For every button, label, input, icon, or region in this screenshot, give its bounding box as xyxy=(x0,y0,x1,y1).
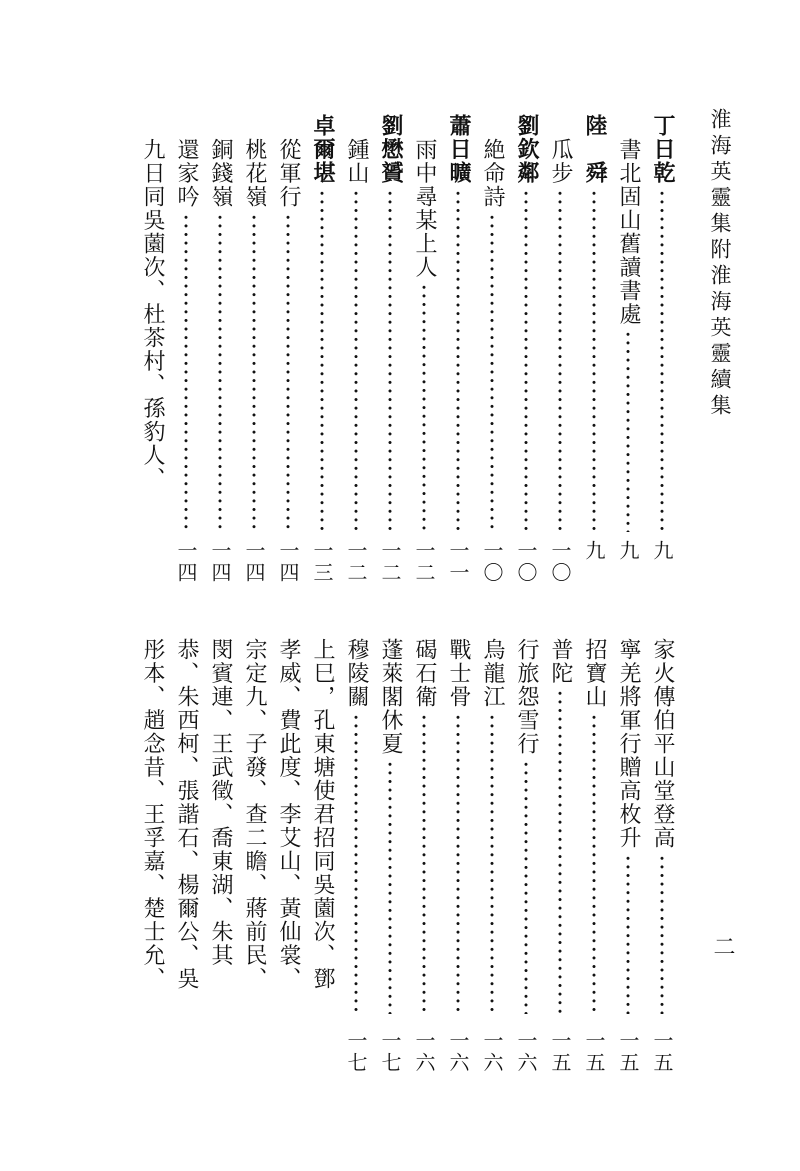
dot-leader xyxy=(582,189,606,533)
toc-poem-entry xyxy=(174,138,198,532)
dot-leader xyxy=(344,713,368,1015)
dot-leader xyxy=(616,854,640,1015)
entry-page-number: 一四 xyxy=(174,540,198,584)
toc-poem-entry xyxy=(378,638,402,1014)
toc-poem-entry xyxy=(548,138,572,532)
poem-title: 九日同吳薗次、杜茶村、孫豹人、 xyxy=(140,138,165,491)
author-name: 丁日乾 xyxy=(650,114,675,185)
toc-poem-entry xyxy=(208,638,232,1014)
entry-page-number: 一二 xyxy=(412,540,436,584)
dot-leader xyxy=(650,189,674,533)
toc-poem-entry xyxy=(514,638,538,1014)
dot-leader xyxy=(514,760,538,1015)
poem-title: 從軍行 xyxy=(276,138,301,209)
poem-title: 穆陵關 xyxy=(344,638,369,709)
poem-title: 閔賓連、王武徵、喬東湖、朱其 xyxy=(208,638,233,967)
author-name: 劉懋贇 xyxy=(378,114,403,185)
dot-leader xyxy=(412,283,436,532)
poem-title: 家火傳伯平山堂登高 xyxy=(650,638,675,850)
dot-leader xyxy=(344,189,368,532)
entry-page-number: 一五 xyxy=(582,1030,606,1074)
entry-page-number: 一五 xyxy=(616,1030,640,1074)
poem-title: 蓬萊閣休夏 xyxy=(378,638,403,756)
entry-page-number: 一七 xyxy=(344,1030,368,1074)
toc-poem-entry xyxy=(616,638,640,1014)
entry-page-number: 一四 xyxy=(242,540,266,584)
entry-page-number: 一〇 xyxy=(480,540,504,584)
poem-title: 瓜步 xyxy=(548,138,573,185)
poem-title: 普陀 xyxy=(548,638,573,685)
author-name: 蕭日曠 xyxy=(446,114,471,185)
toc-author-entry xyxy=(310,114,334,532)
entry-page-number: 九 xyxy=(582,540,606,562)
toc-poem-entry xyxy=(548,638,572,1014)
author-name: 陸 舜 xyxy=(582,114,607,185)
dot-leader xyxy=(412,713,436,1015)
poem-title: 還家吟 xyxy=(174,138,199,209)
entry-page-number: 一〇 xyxy=(548,540,572,584)
poem-title: 上巳，孔東塘使君招同吳薗次、鄧 xyxy=(310,638,335,991)
entry-page-number: 一一 xyxy=(446,540,470,584)
entry-page-number: 一二 xyxy=(378,540,402,584)
poem-title: 碣石衛 xyxy=(412,638,437,709)
poem-title: 鍾山 xyxy=(344,138,369,185)
entry-page-number: 一六 xyxy=(480,1030,504,1074)
dot-leader xyxy=(378,189,402,533)
poem-title: 恭、朱西柯、張諧石、楊爾公、吳 xyxy=(174,638,199,991)
page-number: 二 xyxy=(710,935,735,957)
poem-title: 寧羌將軍行贈高枚升 xyxy=(616,638,641,850)
dot-leader xyxy=(616,330,640,532)
entry-page-number: 一五 xyxy=(548,1030,572,1074)
dot-leader xyxy=(446,713,470,1015)
poem-title: 銅錢嶺 xyxy=(208,138,233,209)
dot-leader xyxy=(174,213,198,533)
toc-poem-entry xyxy=(242,138,266,532)
dot-leader xyxy=(480,213,504,533)
author-name: 劉欽鄰 xyxy=(514,114,539,185)
poem-title: 雨中尋某上人 xyxy=(412,138,437,279)
poem-title: 行旅怨雪行 xyxy=(514,638,539,756)
dot-leader xyxy=(480,713,504,1015)
poem-title: 彤本、趙念昔、王孚嘉、楚士允、 xyxy=(140,638,165,991)
dot-leader xyxy=(378,760,402,1015)
toc-poem-entry xyxy=(412,638,436,1014)
entry-page-number: 一四 xyxy=(208,540,232,584)
poem-title: 書北固山舊讀書處 xyxy=(616,138,641,326)
toc-poem-entry xyxy=(140,138,164,532)
entry-page-number: 一三 xyxy=(310,540,334,584)
toc-poem-entry xyxy=(446,638,470,1014)
toc-poem-entry xyxy=(140,638,164,1014)
author-name: 卓爾堪 xyxy=(310,114,335,185)
dot-leader xyxy=(650,854,674,1015)
toc-poem-entry xyxy=(480,138,504,532)
toc-author-entry xyxy=(378,114,402,532)
toc-poem-entry xyxy=(650,638,674,1014)
toc-poem-entry xyxy=(344,138,368,532)
toc-author-entry xyxy=(650,114,674,532)
toc-poem-entry xyxy=(310,638,334,1014)
entry-page-number: 九 xyxy=(616,540,640,562)
dot-leader xyxy=(208,213,232,533)
poem-title: 招寶山 xyxy=(582,638,607,709)
dot-leader xyxy=(310,189,334,533)
running-title: 淮海英靈集附淮海英靈續集 xyxy=(708,108,732,420)
dot-leader xyxy=(276,213,300,533)
toc-poem-entry xyxy=(582,638,606,1014)
dot-leader xyxy=(514,189,538,533)
poem-title: 戰士骨 xyxy=(446,638,471,709)
entry-page-number: 九 xyxy=(650,540,674,562)
toc-author-entry xyxy=(514,114,538,532)
dot-leader xyxy=(582,713,606,1015)
poem-title: 孝威、費此度、李艾山、黃仙裳、 xyxy=(276,638,301,991)
toc-poem-entry xyxy=(242,638,266,1014)
dot-leader xyxy=(548,189,572,532)
dot-leader xyxy=(242,213,266,533)
entry-page-number: 一〇 xyxy=(514,540,538,584)
toc-poem-entry xyxy=(208,138,232,532)
poem-title: 烏龍江 xyxy=(480,638,505,709)
toc-poem-entry xyxy=(276,638,300,1014)
toc-poem-entry xyxy=(412,138,436,532)
toc-author-entry xyxy=(446,114,470,532)
entry-page-number: 一七 xyxy=(378,1030,402,1074)
toc-poem-entry xyxy=(344,638,368,1014)
toc-poem-entry xyxy=(276,138,300,532)
entry-page-number: 一二 xyxy=(344,540,368,584)
toc-poem-entry xyxy=(480,638,504,1014)
toc-author-entry xyxy=(582,114,606,532)
poem-title: 宗定九、子發、查二瞻、蔣前民、 xyxy=(242,638,267,991)
entry-page-number: 一六 xyxy=(412,1030,436,1074)
entry-page-number: 一六 xyxy=(446,1030,470,1074)
poem-title: 絶命詩 xyxy=(480,138,505,209)
poem-title: 桃花嶺 xyxy=(242,138,267,209)
toc-poem-entry xyxy=(174,638,198,1014)
toc-poem-entry xyxy=(616,138,640,532)
entry-page-number: 一六 xyxy=(514,1030,538,1074)
dot-leader xyxy=(548,689,572,1014)
dot-leader xyxy=(446,189,470,533)
entry-page-number: 一四 xyxy=(276,540,300,584)
entry-page-number: 一五 xyxy=(650,1030,674,1074)
